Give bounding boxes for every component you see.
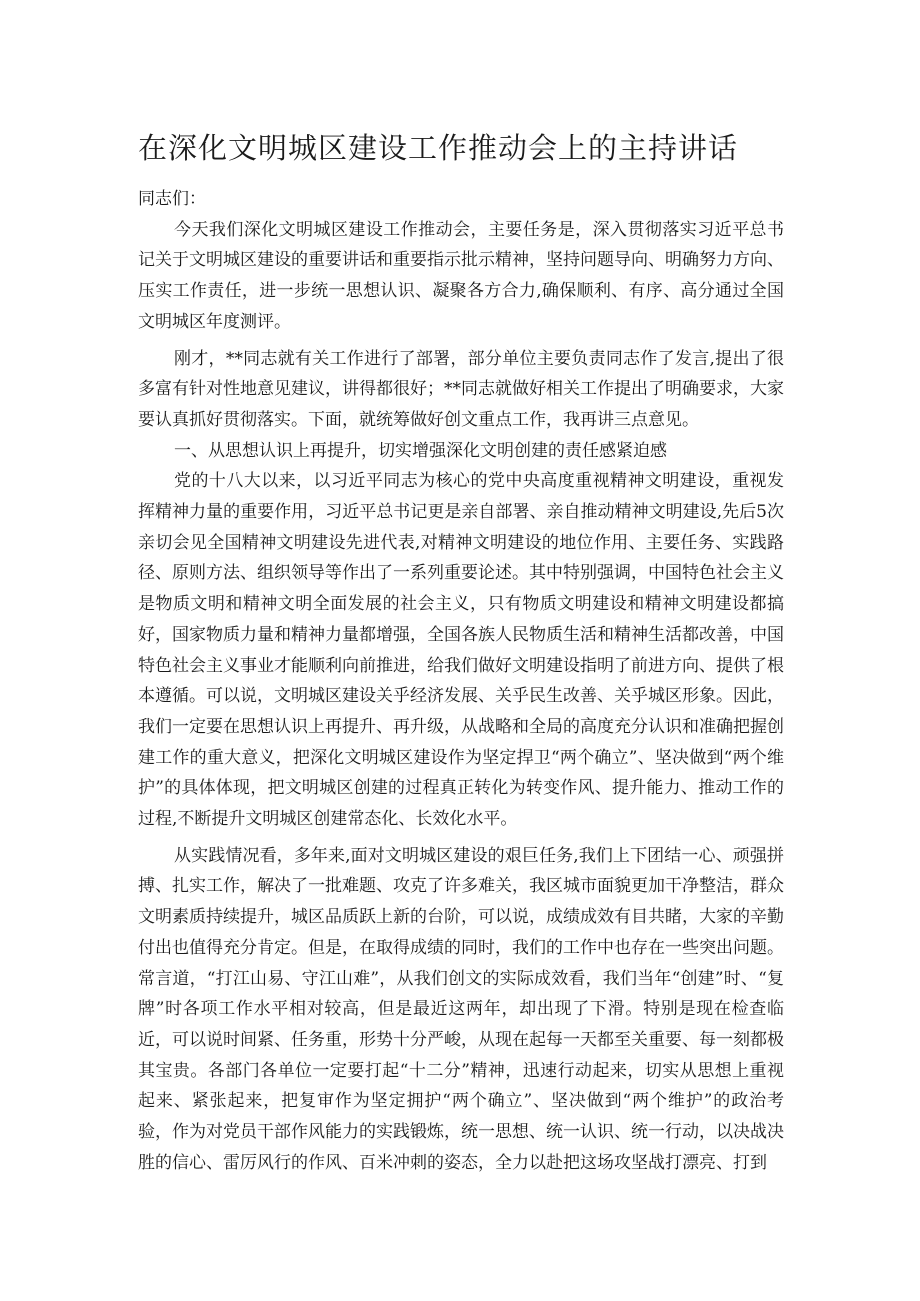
paragraph-opening: 今天我们深化文明城区建设工作推动会，主要任务是，深入贯彻落实习近平总书记关于文明城区建设的重要讲话和重要指示批示精神，坚持问题导向、明确努力方向、压实工作责任，进一步统一思想认识、凝聚各方合力,确保顺利、有序、高分通过全国文明城区年度测评。 <box>138 219 784 332</box>
document-body <box>138 184 784 1179</box>
salutation: 同志们： <box>138 189 206 209</box>
paragraph-practice: 从实践情况看，多年来,面对文明城区建设的艰巨任务,我们上下团结一心、顽强拼搏、扎实工作，解决了一批难题、攻克了许多难关，我区城市面貌更加干净整洁，群众文明素质持续提升，城区品质跃上新的台阶，可以说，成绩成效有目共睹，大家的辛勤付出也值得充分肯定。但是，在取得成绩的同时，我们的工作中也存在一些突出问题。常言道，“打江山易、守江山难”，从我们创文的实际成效看，我们当年“创建”时、“复牌”时各项工作水平相对较高，但是最近这两年，却出现了下滑。特别是现在检查临近，可以说时间紧、任务重，形势十分严峻，从现在起每一天都至关重要、每一刻都极其宝贵。各部门各单位一定要打起“十二分”精神，迅速行动起来，切实从思想上重视起来、紧张起来，把复审作为坚定拥护“两个确立”、坚决做到“两个维护”的政治考验，作为对党员干部作风能力的实践锻炼，统一思想、统一认识、统一行动，以决战决胜的信心、雷厉风行的作风、百米冲刺的姿态，全力以赴把这场攻坚战打漂亮、打到 <box>138 845 784 1173</box>
document-title: 在深化文明城区建设工作推动会上的主持讲话 <box>138 131 739 165</box>
section-heading-1: 一、从思想认识上再提升，切实增强深化文明创建的责任感紧迫感 <box>174 440 667 461</box>
paragraph-summary: 刚才，**同志就有关工作进行了部署，部分单位主要负责同志作了发言,提出了很多富有针对性地意见建议，讲得都很好；**同志就做好相关工作提出了明确要求，大家要认真抓好贯彻落实。下面，就统筹做好创文重点工作，我再讲三点意见。 <box>138 348 784 430</box>
paragraph-section-1-body: 党的十八大以来，以习近平同志为核心的党中央高度重视精神文明建设，重视发挥精神力量的重要作用，习近平总书记更是亲自部署、亲自推动精神文明建设,先后5次亲切会见全国精神文明建设先进代表,对精神文明建设的地位作用、主要任务、实践路径、原则方法、组织领导等作出了一系列重要论述。其中特别强调，中国特色社会主义是物质文明和精神文明全面发展的社会主义，只有物质文明建设和精神文明建设都搞好，国家物质力量和精神力量都增强，全国各族人民物质生活和精神生活都改善，中国特色社会主义事业才能顺利向前推进，给我们做好文明建设指明了前进方向、提供了根本遵循。可以说，文明城区建设关乎经济发展、关乎民生改善、关乎城区形象。因此，我们一定要在思想认识上再提升、再升级，从战略和全局的高度充分认识和准确把握创建工作的重大意义，把深化文明城区建设作为坚定捍卫“两个确立”、坚决做到“两个维护”的具体体现，把文明城区创建的过程真正转化为转变作风、提升能力、推动工作的过程,不断提升文明城区创建常态化、长效化水平。 <box>138 471 784 830</box>
